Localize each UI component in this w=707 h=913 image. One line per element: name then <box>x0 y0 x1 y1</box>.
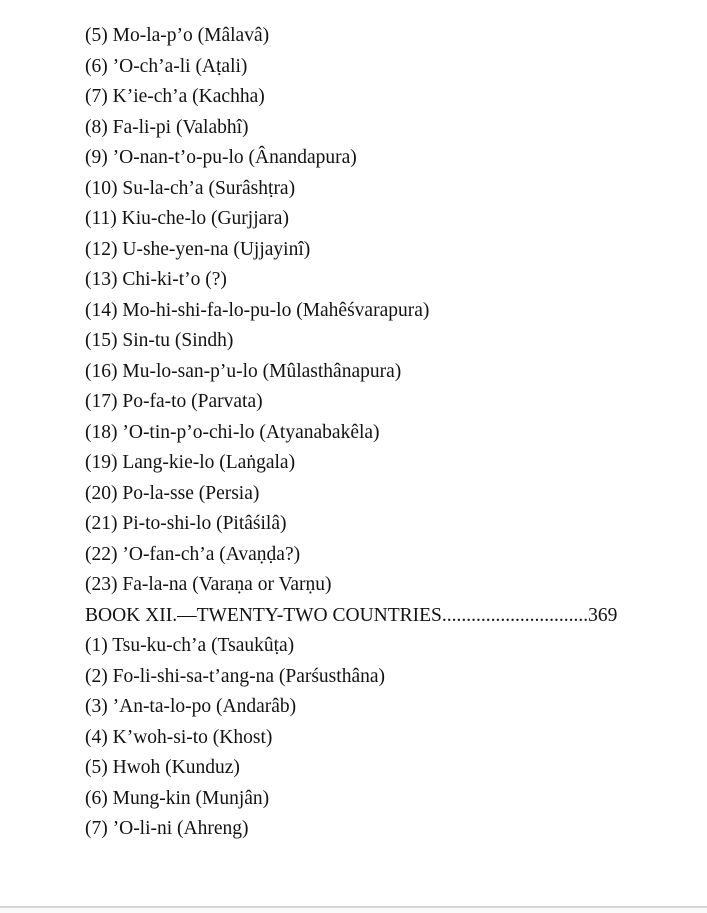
toc-entry: (2) Fo-li-shi-sa-t’ang-na (Parśusthâna) <box>85 665 385 687</box>
toc-entry: (5) Hwoh (Kunduz) <box>85 757 240 778</box>
toc-entry: (13) Chi-ki-t’o (?) <box>85 269 227 290</box>
toc-entry: (12) U-she-yen-na (Ujjayinî) <box>85 238 311 260</box>
book-heading-title: BOOK XII.—TWENTY-TWO COUNTRIES <box>85 604 442 626</box>
toc-entry: (10) Su-la-ch’a (Surâshṭra) <box>85 177 296 199</box>
book-heading-page-number: 369 <box>588 604 618 626</box>
table-of-contents <box>85 21 689 845</box>
toc-entry: (23) Fa-la-na (Varaṇa or Varṇu) <box>85 574 332 595</box>
toc-entry: (11) Kiu-che-lo (Gurjjara) <box>85 208 289 229</box>
toc-entry: (8) Fa-li-pi (Valabhî) <box>85 116 249 138</box>
toc-entry: (20) Po-la-sse (Persia) <box>85 482 260 504</box>
toc-entry: (19) Lang-kie-lo (Laṅgala) <box>85 452 296 473</box>
toc-entry: (16) Mu-lo-san-p’u-lo (Mûlasthânapura) <box>85 360 402 382</box>
toc-entry: (7) K’ie-ch’a (Kachha) <box>85 86 265 107</box>
toc-entry: (18) ’O-tin-p’o-chi-lo (Atyanabakêla) <box>85 421 380 443</box>
toc-entry: (5) Mo-la-p’o (Mâlavâ) <box>85 25 270 46</box>
toc-entry: (21) Pi-to-shi-lo (Pitâśilâ) <box>85 513 287 534</box>
toc-entry: (15) Sin-tu (Sindh) <box>85 330 234 351</box>
toc-entry: (17) Po-fa-to (Parvata) <box>85 391 263 412</box>
toc-entry: (1) Tsu-ku-ch’a (Tsaukûṭa) <box>85 635 295 656</box>
toc-entry: (3) ’An-ta-lo-po (Andarâb) <box>85 696 297 717</box>
toc-entry: (22) ’O-fan-ch’a (Avaṇḍa?) <box>85 543 301 565</box>
toc-entry: (9) ’O-nan-t’o-pu-lo (Ânandapura) <box>85 147 357 168</box>
toc-entry: (4) K’woh-si-to (Khost) <box>85 726 273 748</box>
toc-entry: (6) ’O-ch’a-li (Aṭali) <box>85 55 248 77</box>
toc-entry: (6) Mung-kin (Munjân) <box>85 787 270 809</box>
toc-book-heading <box>85 601 689 632</box>
toc-entry: (7) ’O-li-ni (Ahreng) <box>85 818 249 839</box>
dot-leader: .............................. <box>441 604 589 626</box>
toc-entry: (14) Mo-hi-shi-fa-lo-pu-lo (Mahêśvarapura) <box>85 299 430 321</box>
page-separator <box>0 906 707 913</box>
